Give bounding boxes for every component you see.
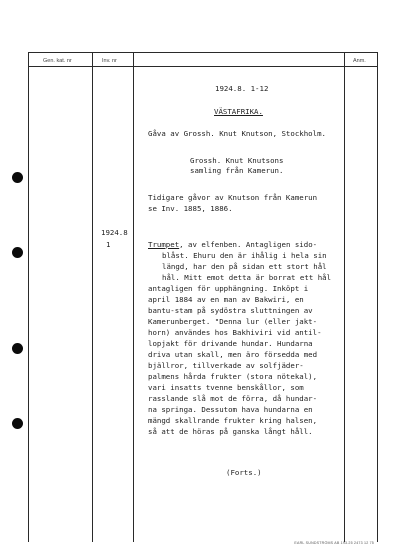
punch-hole: [12, 343, 23, 354]
description-line: rasslande slå mot de förra, då hundar-: [148, 394, 318, 403]
print-code: EARL SUNDSTRÖMS AB 193.25 2473 12 75: [294, 541, 374, 545]
column-rule-anm: [344, 52, 345, 542]
collection-line-2: samling från Kamerun.: [190, 166, 284, 175]
column-header-gen-kat: Gen. kat. nr: [43, 58, 72, 64]
previous-gifts-line-1: Tidigare gåvor av Knutson från Kamerun: [148, 193, 318, 202]
description-line: na springa. Dessutom hava hundarna en: [148, 405, 313, 414]
item-first-line-rest: , av elfenben. Antagligen sido-: [179, 240, 318, 249]
column-header-anm: Anm.: [353, 58, 366, 64]
region-heading: VÄSTAFRIKA.: [214, 107, 263, 116]
description-line: bjällror, tillverkade av solfjäder-: [148, 361, 304, 370]
punch-hole: [12, 418, 23, 429]
description-line: driva utan skall, men äro försedda med: [148, 350, 318, 359]
donor-line: Gåva av Grossh. Knut Knutson, Stockholm.: [148, 129, 326, 138]
description-line: hål. Mitt emot detta är borrat ett hål: [162, 273, 332, 282]
item-title: Trumpet: [148, 240, 180, 249]
previous-gifts-line-2: se Inv. 1885, 1886.: [148, 204, 233, 213]
punch-hole: [12, 172, 23, 183]
description-line: Kamerunberget. "Denna lur (eller jakt-: [148, 317, 318, 326]
left-border: [28, 52, 29, 542]
catalogue-range: 1924.8. 1-12: [215, 84, 269, 93]
description-line: april 1884 av en man av Bakwiri, en: [148, 295, 304, 304]
right-border: [377, 52, 378, 542]
item-number: 1: [106, 240, 111, 249]
description-line: horn) användes hos Bakhiviri vid antil-: [148, 328, 322, 337]
punch-hole: [12, 247, 23, 258]
item-first-line: [148, 240, 317, 251]
column-rule-gen: [92, 52, 93, 542]
description-line: bantu-stam på sydöstra sluttningen av: [148, 306, 313, 315]
description-line: mängd skallrande frukter kring halsen,: [148, 416, 318, 425]
header-rule: [28, 66, 378, 67]
description-line: palmens hårda frukter (stora nötekal),: [148, 372, 318, 381]
column-rule-inv: [133, 52, 134, 542]
description-line: antagligen för upphängning. Inköpt i: [148, 284, 309, 293]
description-line: blåst. Ehuru den är ihålig i hela sin: [162, 251, 327, 260]
column-header-inv: Inv. nr: [102, 58, 117, 64]
description-line: längd, har den på sidan ett stort hål: [162, 262, 327, 271]
description-line: så att de höras på ganska långt håll.: [148, 427, 313, 436]
description-line: vari insatts tvenne benskållor, som: [148, 383, 304, 392]
inv-number: 1924.8: [101, 228, 128, 237]
description-line: lopjakt för drivande hundar. Hundarna: [148, 339, 313, 348]
collection-line-1: Grossh. Knut Knutsons: [190, 156, 284, 165]
top-rule: [28, 52, 378, 53]
continued-note: (Forts.): [226, 468, 262, 477]
